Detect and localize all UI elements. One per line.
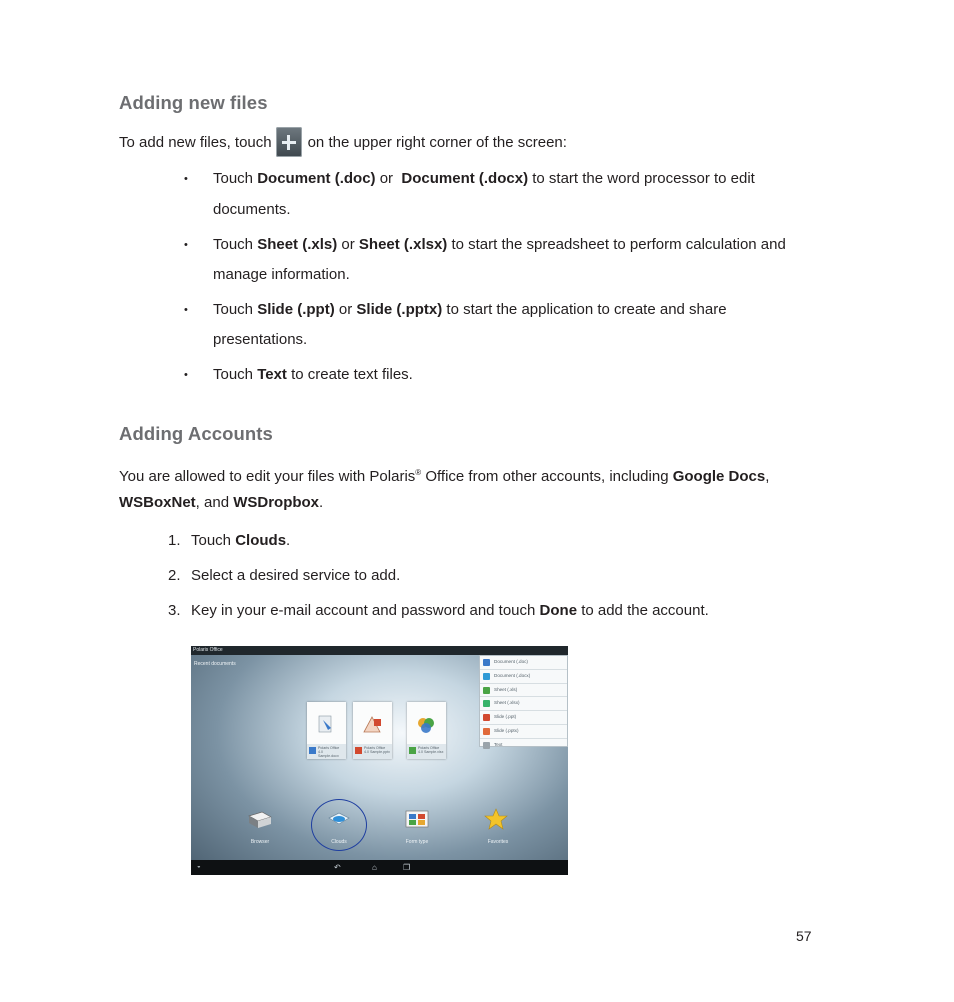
menu-item-xlsx[interactable]: Sheet (.xlsx) <box>480 697 567 711</box>
xls-icon <box>483 687 490 694</box>
bullet-item-document: Touch Document (.doc) or Document (.docx) to start the word processor to edit <box>213 170 755 187</box>
ppt-icon <box>355 747 362 754</box>
dock-label-browser: Browser <box>250 839 270 845</box>
bullet-item-sheet: Touch Sheet (.xls) or Sheet (.xlsx) to start the spreadsheet to perform calculation and <box>213 236 786 253</box>
intro-text-after: on the upper right corner of the screen: <box>307 134 567 151</box>
doc-icon <box>309 747 316 754</box>
menu-item-text[interactable]: Text <box>480 739 567 752</box>
step-2: Select a desired service to add. <box>191 567 401 584</box>
browser-icon[interactable] <box>246 808 274 830</box>
dock-label-favorites: Favorites <box>487 839 509 845</box>
recent-card-pptx[interactable]: Polaris Office 4.0 Sample.pptx <box>353 702 392 759</box>
dock-label-form-type: Form type <box>405 839 429 845</box>
menu-item-pptx[interactable]: Slide (.pptx) <box>480 725 567 739</box>
step-number: 3. <box>168 602 181 619</box>
app-title: Polaris Office <box>193 647 223 653</box>
docx-icon <box>483 673 490 680</box>
bullet-item-text: Touch Text to create text files. <box>213 366 413 383</box>
ppt-icon <box>483 714 490 721</box>
text-file-icon <box>483 742 490 749</box>
accounts-paragraph-line2: WSBoxNet, and WSDropbox. <box>119 494 324 511</box>
menu-item-xls[interactable]: Sheet (.xls) <box>480 684 567 698</box>
bullet-dot: • <box>184 173 188 185</box>
dock-label-clouds: Clouds <box>331 839 347 845</box>
favorites-star-icon[interactable] <box>482 808 510 830</box>
intro-text-before: To add new files, touch <box>119 134 272 151</box>
polaris-office-screenshot <box>191 646 568 875</box>
new-file-menu <box>479 655 568 747</box>
menu-item-doc[interactable]: Document (.doc) <box>480 656 567 670</box>
android-nav-bar <box>191 860 568 875</box>
accounts-paragraph-line1: You are allowed to edit your files with Polaris® Office from other accounts, including Google Docs, <box>119 468 770 485</box>
recent-documents-label: Recent documents <box>194 661 236 667</box>
bullet-item-sheet-cont: manage information. <box>213 266 350 283</box>
asus-logo-icon: ◒ <box>197 864 201 870</box>
bullet-dot: • <box>184 304 188 316</box>
doc-icon <box>483 659 490 666</box>
page-number: 57 <box>796 928 812 944</box>
xlsx-icon <box>483 700 490 707</box>
app-title-bar <box>191 646 568 655</box>
recent-apps-icon[interactable]: ❐ <box>403 863 411 872</box>
xls-icon <box>409 747 416 754</box>
home-icon[interactable]: ⌂ <box>372 863 377 872</box>
menu-item-docx[interactable]: Document (.docx) <box>480 670 567 684</box>
bullet-item-document-cont: documents. <box>213 201 291 218</box>
bullet-dot: • <box>184 369 188 381</box>
step-3: Key in your e-mail account and password and touch Done to add the account. <box>191 602 709 619</box>
recent-card-xlsx[interactable]: Polaris Office 4.0 Sample.xlsx <box>407 702 446 759</box>
heading-adding-new-files: Adding new files <box>119 92 268 113</box>
document-art-icon <box>315 714 337 736</box>
form-type-icon[interactable] <box>403 808 431 830</box>
heading-adding-accounts: Adding Accounts <box>119 423 273 444</box>
spreadsheet-art-icon <box>415 714 437 736</box>
recent-card-docx[interactable]: Polaris Office 4.0 Sample.docx <box>307 702 346 759</box>
bullet-item-slide-cont: presentations. <box>213 331 308 348</box>
intro-paragraph <box>119 127 567 158</box>
step-number: 2. <box>168 567 181 584</box>
pptx-icon <box>483 728 490 735</box>
add-file-icon <box>276 127 302 157</box>
step-1: Touch Clouds. <box>191 532 291 549</box>
presentation-art-icon <box>361 714 383 736</box>
menu-item-ppt[interactable]: Slide (.ppt) <box>480 711 567 725</box>
bullet-dot: • <box>184 239 188 251</box>
step-number: 1. <box>168 532 181 549</box>
back-icon[interactable]: ↶ <box>334 863 341 872</box>
bullet-item-slide: Touch Slide (.ppt) or Slide (.pptx) to start the application to create and share <box>213 301 727 318</box>
